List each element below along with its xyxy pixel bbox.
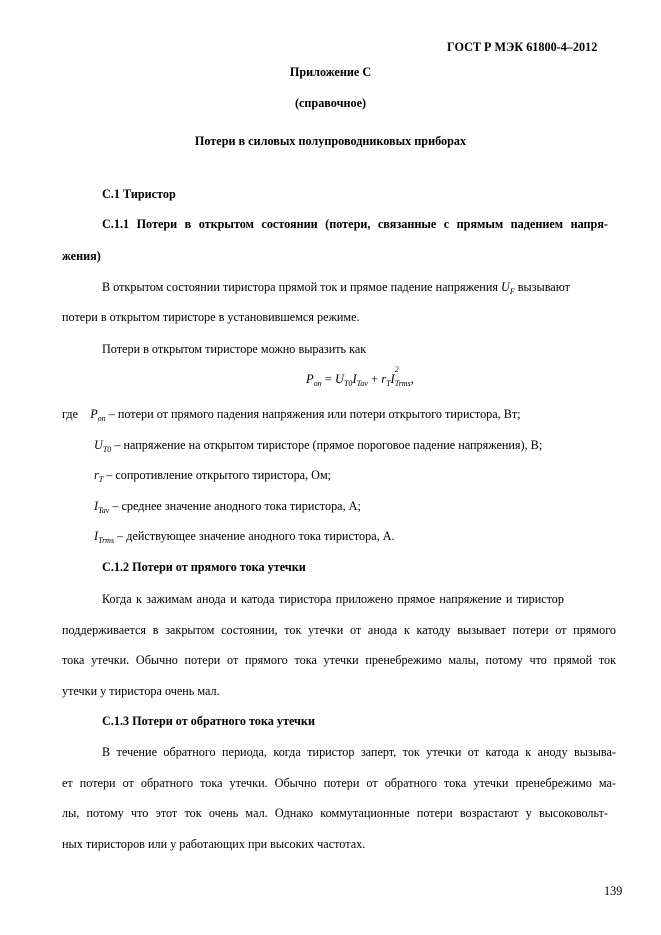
page-number: 139 [604,884,623,898]
c13-line4: ных тиристоров или у работающих при высоких частотах. [62,837,366,851]
definition-u-t0: $U_{T0}$ – напряжение на открытом тиристоре (прямое пороговое падение напряжения), В; [94,438,543,454]
section-c11-title-line1: С.1.1 Потери в открытом состоянии (потери, связанные с прямым падением напря- [102,217,608,231]
where-label: где [62,407,79,421]
section-c1-title: С.1 Тиристор [102,187,176,201]
annex-title: Приложение С [289,65,372,79]
section-c11-title-line2: жения) [62,249,101,263]
c12-line1: Когда к зажимам анода и катода тиристора приложено прямое напряжение и тиристор [102,592,564,606]
c12-line2: поддерживается в закрытом состоянии, ток утечки от анода к катоду вызывает потери от прямого [62,623,616,637]
c13-line2: ет потери от обратного тока утечки. Обычно потери от обратного тока утечки пренебрежимо ма- [62,776,616,790]
annex-status: (справочное) [294,96,367,110]
definition-r-t: $r_T$ – сопротивление открытого тиристора, Ом; [94,468,332,484]
c11-p1-line2: потери в открытом тиристоре в установившемся режиме. [62,310,360,324]
c11-p1-end: вызывают [517,280,570,294]
c11-p2: Потери в открытом тиристоре можно выразить как [102,342,367,356]
definition-p-on: где $P_{on}$ – потери от прямого падения напряжения или потери открытого тиристора, Вт; [62,407,521,423]
c13-line1: В течение обратного периода, когда тиристор заперт, ток утечки от катода к аноду вызыва- [102,745,616,759]
annex-heading: Потери в силовых полупроводниковых приборах [194,134,467,148]
definition-i-tav: $I_{Tav}$ – среднее значение анодного тока тиристора, А; [94,499,361,515]
c13-line3: лы, потому что этот ток очень мал. Однако коммутационные потери возрастают у высоковольт- [62,806,608,820]
section-c13-title: С.1.3 Потери от обратного тока утечки [102,714,315,728]
definition-i-trms: $I_{Trms}$ – действующее значение анодного тока тиристора, А. [94,529,395,545]
c11-p1-text: В открытом состоянии тиристора прямой ток и прямое падение напряжения [102,280,498,294]
section-c12-title: С.1.2 Потери от прямого тока утечки [102,560,306,574]
c12-line4: утечки у тиристора очень мал. [62,684,220,698]
c11-p1-line1 [102,280,570,294]
c12-line3: тока утечки. Обычно потери от прямого тока утечки пренебрежимо малы, потому что прямой ток [62,653,616,667]
standard-code: ГОСТ Р МЭК 61800-4–2012 [447,40,598,54]
c11-p1-var: $U_F$ [501,280,515,296]
formula-on-state-losses: $P_{on} = U_{T0}I_{Tav} + r_TI$ 2 $_{Trms}$, [306,365,414,388]
